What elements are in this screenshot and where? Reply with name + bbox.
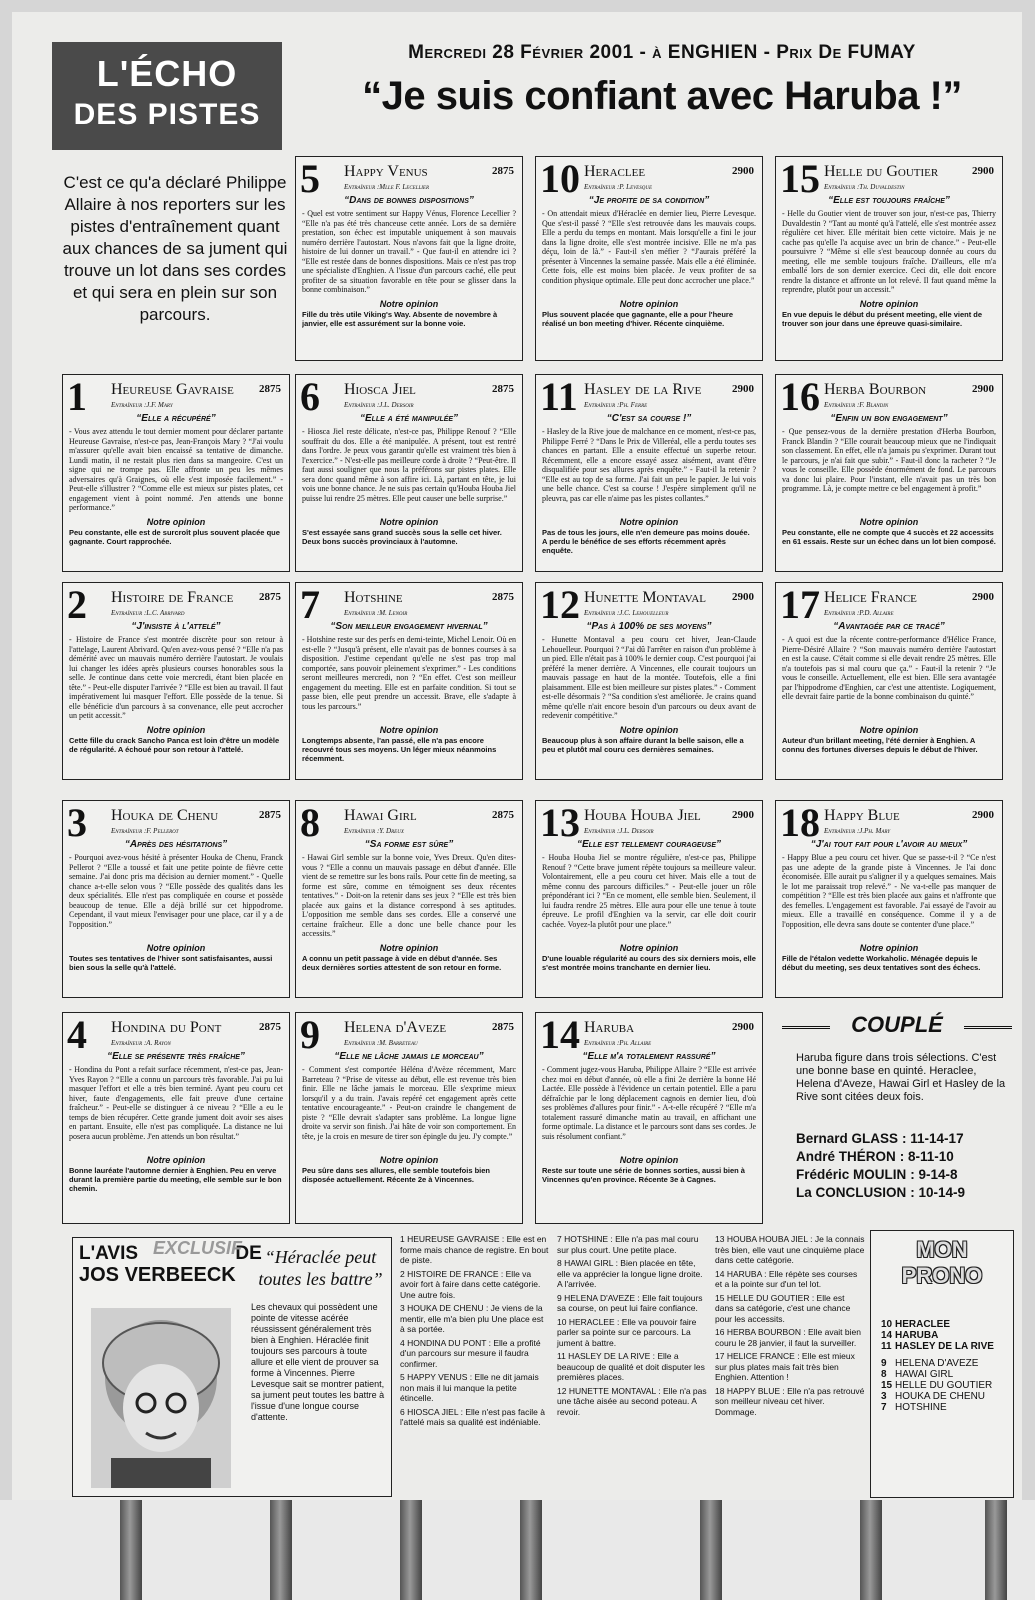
couple-row — [796, 1166, 1006, 1184]
horse-number: 10 — [540, 156, 580, 201]
opinion-label: Notre opinion — [146, 725, 206, 735]
opinion-label: Notre opinion — [146, 943, 206, 953]
couple-row-picks: : 10-14-9 — [910, 1185, 966, 1200]
horse-distance: 2875 — [492, 1021, 514, 1033]
prono-pick-name: HERACLEE — [895, 1319, 951, 1330]
avis-title-de: DE — [235, 1243, 262, 1264]
horse-number: 18 — [780, 800, 820, 845]
prono-pick-number: 9 — [881, 1358, 887, 1369]
horse-quote-headline: “Elle se présente très fraîche” — [107, 1051, 245, 1062]
recap-entry: 2 HISTOIRE DE FRANCE : Elle va avoir fort à faire dans cette catégorie. Une autre fois. — [400, 1268, 541, 1300]
prono-pick-number: 3 — [881, 1391, 887, 1402]
horse-number: 12 — [540, 582, 580, 627]
horse-name: Hawai Girl — [344, 807, 417, 824]
horse-interview: - Hunette Montaval a peu couru cet hiver, Jean-Claude Lehouelleur. Pourquoi ? “J'ai dû l'arrêter en raison d'un problème à un pied. Elle n'était pas à 100% le dernier coup. C'est pourquoi j'ai préféré la mener derrière. A Vincennes, elle courait toujours un mauvais passage en haut de la montée. Toutefois, elle a fini plaisamment. Elle est bien meilleure sur pistes plates.” - Comment est-elle désormais ? “Sa condition s'est améliorée. Je crains quand même qu'elle n'ait encore besoin d'un parcours ou deux avant de redevenir compétitive.” — [542, 635, 756, 720]
masthead — [52, 42, 282, 150]
masthead-line1: L'ÉCHO — [96, 53, 238, 94]
horse-quote-headline: “C'est sa course !” — [606, 413, 692, 424]
horse-card — [295, 582, 523, 780]
horse-card — [535, 374, 763, 572]
horse-trainer: Entraîneur :P. Levesque — [584, 183, 653, 191]
recap-entry: 12 HUNETTE MONTAVAL : Elle n'a pas une tâche aisée au second poteau. A revoir. — [557, 1385, 707, 1417]
horse-distance: 2875 — [259, 809, 281, 821]
prono-pick-number: 7 — [881, 1402, 887, 1413]
opinion-label: Notre opinion — [379, 943, 439, 953]
horse-interview: - Quel est votre sentiment sur Happy Vénus, Florence Lecellier ? “Elle n'a pas été très chanceuse cette année. Lors de sa dernière prestation, son échec est imputable uniquement à son mauvais numéro derrière l'autostart. Nous n'avons fait que la ligne droite, histoire de lui donner un travail.” - Que faut-il en attendre ici ? “Elle est restée dans de bonnes dispositions. Mais ce n'est pas trop une spécialiste d'Enghien. A l'issue d'un parcours caché, elle peut profiter de sa situation favorable en tête pour se glisser dans la bonne combinaison.” — [302, 209, 516, 294]
horse-trainer: Entraîneur :J.L. Dersoir — [344, 401, 414, 409]
horse-interview: - Hasley de la Rive joue de malchance en ce moment, n'est-ce pas, Philippe Ferré ? “Dans le Prix de Villeréal, elle a perdu toutes ses chances en partant. Elle a ensuite effectué un superbe retour. Récemment, elle a encore essayé assez aisément, avant d'être disqualifiée pour ses allures après enquête.” - Faut-il la retenir ? “Elle est au top de sa forme. J'ai fait un peu le papier. Je lui vois une belle chance. C'est sa course ! J'espère simplement qu'il ne pleuvra, pas car elle n'aime pas les pistes collantes.” — [542, 427, 756, 503]
prono-title-prono: PRONO — [901, 1263, 983, 1288]
horse-interview: - Comment jugez-vous Haruba, Philippe Allaire ? “Elle est arrivée chez moi en début d'année, où elle a fini 2e derrière la bonne Hé Lactée. Elle possède à l'évidence un certain potentiel. Elle a paru défraîchie par le long déplacement cagnois en dernier lieu, d'où ses problèmes d'allures pour finir.” - A-t-elle récupéré ? “Elle m'a totalement rassuré dimanche matin au travail, en affichant une forme optimale. La distance et le parcours sont dans ses cordes. Je suis résolument confiant.” — [542, 1065, 756, 1141]
horse-quote-headline: “Dans de bonnes dispositions” — [344, 195, 474, 206]
prono-pick — [881, 1402, 1011, 1413]
horse-trainer: Entraîneur :M. Lenoir — [344, 609, 408, 617]
horse-quote-headline: “Elle ne lâche jamais le morceau” — [334, 1051, 484, 1062]
horse-opinion: Pas de tous les jours, elle n'en demeure pas moins douée. A perdu le bénéfice de ses efforts récemment après enquête. — [542, 528, 750, 555]
opinion-label: Notre opinion — [859, 725, 919, 735]
couple-row — [796, 1148, 1006, 1166]
opinion-label: Notre opinion — [379, 299, 439, 309]
horse-number: 8 — [300, 800, 320, 845]
horse-opinion: Toutes ses tentatives de l'hiver sont satisfaisantes, aussi bien sous la selle qu'à l'attelé. — [69, 954, 273, 972]
couple-row-picks: : 9-14-8 — [910, 1167, 958, 1182]
horse-distance: 2900 — [732, 383, 754, 395]
post-shadow — [700, 1500, 722, 1600]
horse-quote-headline: “Sa forme est sûre” — [364, 839, 454, 850]
opinion-label: Notre opinion — [146, 1155, 206, 1165]
horse-name: Hiosca Jiel — [344, 381, 416, 398]
horse-quote-headline: “Elle est tellement courageuse” — [576, 839, 721, 850]
post-shadow — [520, 1500, 542, 1600]
horse-number: 4 — [67, 1012, 87, 1057]
horse-card — [535, 582, 763, 780]
couple-row-name: La CONCLUSION — [796, 1185, 907, 1200]
horse-quote-headline: “Je profite de sa condition” — [588, 195, 710, 206]
horse-quote-headline: “Pas à 100% de ses moyens” — [586, 621, 712, 632]
horse-name: Helena d'Aveze — [344, 1019, 447, 1036]
horse-opinion: Bonne lauréate l'automne dernier à Enghien. Peu en verve durant la première partie du meeting, elle semble sur le bon chemin. — [69, 1166, 282, 1193]
couple-box — [782, 1012, 1012, 1222]
horse-opinion: Auteur d'un brillant meeting, l'été dernier à Enghien. A connu des fortunes diverses depuis le début de l'hiver. — [782, 736, 978, 754]
horse-trainer: Entraîneur :P.D. Allaire — [824, 609, 894, 617]
avis-exclusif: EXCLUSIF — [153, 1238, 243, 1258]
horse-number: 3 — [67, 800, 87, 845]
avis-text: Les chevaux qui possèdent une pointe de vitesse acérée réussissent généralement très bien à Enghien. Héraclée finit toujours ses parcours à toute allure et elle vient de prouver sa forme à Vincennes. Pierre Levesque sait se montrer patient, sa jument peut toutes les battre à l'issue d'une longue course d'attente. — [251, 1302, 385, 1422]
horse-name: Happy Venus — [344, 163, 428, 180]
couple-row-name: André THÉRON — [796, 1149, 896, 1164]
horse-number: 1 — [67, 374, 87, 419]
horse-interview: - Hondina du Pont a refait surface récemment, n'est-ce pas, Jean-Yves Rayon ? “Elle a connu un parcours très favorable. J'ai pu lui masquer l'effort et elle a très bien terminé. Ayant peu couru cet hiver, faute d'engagements, elle fait preuve d'une certaine fraîcheur.” - Peut-elle se distinguer à ce niveau ? “Elle a eu le temps de bien récupérer. Cette grande jument doit avoir ses aises en partant. Ensuite, elle n'est pas compliquée. La distance ne lui posera aucun problème. J'en attends un bon résultat.” — [69, 1065, 283, 1141]
prono-pick — [881, 1330, 1011, 1341]
recap-entry: 10 HERACLEE : Elle va pouvoir faire parler sa pointe sur ce parcours. La jument à battre. — [557, 1316, 697, 1348]
recap-entry: 8 HAWAI GIRL : Bien placée en tête, elle va apprécier la longue ligne droite. A l'arrivée. — [557, 1258, 703, 1289]
horse-name: Houba Houba Jiel — [584, 807, 701, 824]
couple-row-name: Bernard GLASS — [796, 1131, 899, 1146]
horse-distance: 2875 — [492, 383, 514, 395]
prono-pick-name: HARUBA — [895, 1330, 939, 1341]
recap-entry: 3 HOUKA DE CHENU : Je viens de la mentir, elle m'a bien plu Une place est à sa portée. — [400, 1303, 544, 1334]
horse-opinion: Peu constante, elle est de surcroît plus souvent placée que gagnante. Court rapprochée. — [69, 528, 280, 546]
horse-name: Haruba — [584, 1019, 635, 1036]
post-shadow — [860, 1500, 882, 1600]
horse-trainer: Entraîneur :F. Blandin — [824, 401, 889, 409]
prono-pick — [881, 1358, 1011, 1369]
horse-name: Heureuse Gavraise — [111, 381, 234, 398]
prono-pick-name: HOUKA DE CHENU — [895, 1391, 986, 1402]
opinion-label: Notre opinion — [619, 725, 679, 735]
recap-entry: 15 HELLE DU GOUTIER : Elle est dans sa catégorie, c'est une chance pour les accessits. — [715, 1292, 851, 1324]
horse-opinion: Peu constante, elle ne compte que 4 succès et 22 accessits en 61 essais. Reste sur un échec dans un lot bien composé. — [782, 528, 996, 546]
post-shadow — [400, 1500, 422, 1600]
intro-text: C'est ce qu'a déclaré Philippe Allaire à nos reporters sur les pistes d'entraînement quant aux chances de sa jument qui trouve un lot dans ses cordes et qui sera en plein sur son parcours. — [62, 173, 288, 324]
recap-entry: 17 HELICE FRANCE : Elle est mieux sur plus plates mais fait très bien Enghien. Attention ! — [715, 1351, 855, 1382]
horse-name: Heraclee — [584, 163, 646, 180]
horse-card — [295, 1012, 523, 1224]
horse-interview: - Houba Houba Jiel se montre régulière, n'est-ce pas, Philippe Renouf ? “Cette brave jument répète toujours sa meilleure valeur. Volontairement, elle a peu couru cet hiver. Mais elle a tout de même connu des parcours difficiles.” - Peut-elle jouer un rôle prépondérant ici ? “En ce moment, elle semble bien. Seulement, il lui faudra rendre 25 mètres. Elle aura pour elle une tenue à toute épreuve. Le profil d'Enghien va la servir, car elle doit courir cachée. Voyez-la plutôt pour une place.” — [542, 853, 756, 929]
horse-opinion: Plus souvent placée que gagnante, elle a pour l'heure réalisé un bon meeting d'hiver. Récente cinquième. — [542, 310, 734, 328]
horse-card — [62, 800, 290, 998]
headline: “Je suis confiant avec Haruba !” — [362, 74, 962, 118]
prono-pick — [881, 1380, 1011, 1391]
horse-number: 2 — [67, 582, 87, 627]
horse-number: 9 — [300, 1012, 320, 1057]
horse-trainer: Entraîneur :M. Barreteau — [344, 1039, 418, 1047]
horse-card — [295, 800, 523, 998]
couple-title: COUPLÉ — [782, 1012, 1012, 1038]
dateline: Mercredi 28 Février 2001 - à ENGHIEN - Prix De FUMAY — [408, 42, 916, 63]
horse-trainer: Entraîneur :Ph. Allaire — [584, 1039, 652, 1047]
horse-trainer: Entraîneur :F. Pellerot — [111, 827, 179, 835]
horse-card — [535, 800, 763, 998]
couple-text: Haruba figure dans trois sélections. C'est une bonne base en quinté. Heraclee, Helena d'Aveze, Hawai Girl et Hasley de la Rive sont citées deux fois. — [796, 1052, 1006, 1103]
horse-number: 15 — [780, 156, 820, 201]
prono-pick-name: HELLE DU GOUTIER — [895, 1380, 993, 1391]
horse-distance: 2875 — [492, 809, 514, 821]
opinion-label: Notre opinion — [859, 517, 919, 527]
horse-card — [775, 156, 1003, 361]
horse-card — [62, 1012, 290, 1224]
couple-row-picks: : 8-11-10 — [899, 1149, 954, 1164]
couple-row — [796, 1184, 1006, 1202]
horse-name: Helle du Goutier — [824, 163, 939, 180]
horse-number: 14 — [540, 1012, 580, 1057]
horse-card — [295, 374, 523, 572]
recap-entry: 14 HARUBA : Elle répète ses courses et a la pointe sur d'un tel lot. — [715, 1268, 858, 1289]
horse-name: Happy Blue — [824, 807, 900, 824]
recap-entry: 5 HAPPY VENUS : Elle ne dit jamais non mais il lui manque la petite étincelle. — [400, 1372, 539, 1403]
prono-box — [870, 1230, 1014, 1498]
couple-rows — [796, 1130, 1006, 1202]
horse-interview: - Hotshine reste sur des perfs en demi-teinte, Michel Lenoir. Où en est-elle ? “Jusqu'à présent, elle n'avait pas de bonnes courses à sa disposition. J'estime cependant qu'elle ne s'est pas trop mal comportée, sans pouvoir pleinement s'exprimer.” - Les conditions seront meilleures mercredi, non ? “En effet. C'est son meilleur engagement du meeting. Elle est en parfaite condition. Si tout se passe bien, elle peut prendre un accessit. Brave, elle s'adapte à tous les parcours.” — [302, 635, 516, 711]
horse-name: Hunette Montaval — [584, 589, 706, 606]
horse-interview: - Que pensez-vous de la dernière prestation d'Herba Bourbon, Franck Blandin ? “Elle courait beaucoup mieux que ne l'indiquait son classement. En effet, elle n'a jamais pu s'exprimer. Durant tout le parcours, je n'ai fait que subir.” - Faut-il donc la racheter ? “Je vous le conseille. Elle possède énormément de fond. Le parcours va donc lui plaire. Pour l'instant, elle n'avait pas un très bon programme. Là, je compte mettre ce bel engagement à profit.” — [782, 427, 996, 493]
horse-opinion: Longtemps absente, l'an passé, elle n'a pas encore recouvré tous ses moyens. Un léger mieux néanmoins récemment. — [302, 736, 497, 763]
horse-name: Hasley de la Rive — [584, 381, 702, 398]
opinion-label: Notre opinion — [859, 943, 919, 953]
horse-number: 13 — [540, 800, 580, 845]
horse-name: Hondina du Pont — [111, 1019, 222, 1036]
horse-interview: - Happy Blue a peu couru cet hiver. Que se passe-t-il ? “Ce n'est pas une adepte de la grande piste à Vincennes. Je l'ai donc économisée. Elle aurait pu s'aligner il y a quelques semaines. Mais le lot me paraissait trop relevé.” - Ne va-t-elle pas manquer de compétition ? “Elle est très bien placée aux gains et n'affronte que des femelles. L'engagement est favorable. J'ai essayé de l'avoir au mieux. Elle a travaillé en conséquence. Comme il y a de l'opposition, elle devra sans doute se contenter d'une place.” — [782, 853, 996, 929]
post-shadow — [270, 1500, 292, 1600]
horse-opinion: Cette fille du crack Sancho Panca est loin d'être un modèle de régularité. A échoué pour son retour à l'attelé. — [69, 736, 280, 754]
recap-entry: 7 HOTSHINE : Elle n'a pas mal couru sur plus court. Une petite place. — [557, 1234, 699, 1255]
prono-pick-number: 11 — [881, 1341, 892, 1352]
horse-card — [775, 374, 1003, 572]
bottom-background — [0, 1500, 1035, 1600]
horse-opinion: Fille du très utile Viking's Way. Absente de novembre à janvier, elle est assurément sur la bonne voie. — [302, 310, 498, 328]
horse-card — [62, 374, 290, 572]
horse-opinion: Beaucoup plus à son affaire durant la belle saison, elle a peu et plutôt mal couru ces dernières semaines. — [542, 736, 744, 754]
opinion-label: Notre opinion — [379, 517, 439, 527]
prono-pick-number: 14 — [881, 1330, 893, 1341]
post-shadow — [120, 1500, 142, 1600]
horse-opinion: A connu un petit passage à vide en début d'année. Ses deux dernières sorties attestent de son retour en forme. — [302, 954, 502, 972]
horse-distance: 2875 — [492, 591, 514, 603]
post-shadow — [985, 1500, 1007, 1600]
prono-pick-number: 10 — [881, 1319, 893, 1330]
horse-card — [535, 1012, 763, 1224]
author-photo — [91, 1308, 231, 1488]
opinion-label: Notre opinion — [619, 517, 679, 527]
horse-interview: - Hiosca Jiel reste délicate, n'est-ce pas, Philippe Renouf ? “Elle souffrait du dos. Elle a été manipulée. A présent, tout est rentré dans l'ordre. Je peux vous garantir qu'elle est vraiment très bien à l'exercice.” - N'est-elle pas meilleure corde à droite ? “Peut-être. Il faut aussi souligner que nous la préférons sur pistes plates. Elle sera donc quand même à son affire ici. Là, partant en tête, je lui vois une bonne chance. Je ne suis pas certain qu'Houba Houba Jiel puisse lui rendre 25 mètres. Elle peut causer une belle surprise.” — [302, 427, 516, 503]
avis-title-lavis: L'AVIS — [79, 1243, 139, 1264]
recap-entry: 4 HONDINA DU PONT : Elle a profité d'un parcours sur mesure il faudra confirmer. — [400, 1337, 541, 1369]
horse-distance: 2900 — [732, 809, 754, 821]
horse-quote-headline: “Elle est toujours fraîche” — [828, 195, 950, 206]
prono-title — [871, 1237, 1013, 1289]
prono-pick — [881, 1341, 1011, 1352]
recap-entry: 6 HIOSCA JIEL : Elle n'est pas facile à l'attelé mais sa qualité est indéniable. — [400, 1406, 545, 1427]
prono-pick-name: HAWAI GIRL — [895, 1369, 954, 1380]
horse-distance: 2900 — [732, 591, 754, 603]
horse-card — [295, 156, 523, 361]
horse-quote-headline: “Elle a été manipulée” — [359, 413, 459, 424]
horse-quote-headline: “J'insiste à l'attelé” — [131, 621, 221, 632]
recap-entry: 16 HERBA BOURBON : Elle avait bien couru le 28 janvier, il faut la surveiller. — [715, 1327, 861, 1348]
horse-distance: 2900 — [972, 165, 994, 177]
opinion-label: Notre opinion — [619, 943, 679, 953]
horse-number: 16 — [780, 374, 820, 419]
prono-pick-number: 8 — [881, 1369, 887, 1380]
horse-trainer: Entraîneur :Mlle F. Lecellier — [344, 183, 430, 191]
opinion-label: Notre opinion — [859, 299, 919, 309]
horse-number: 11 — [540, 374, 578, 419]
horse-trainer: Entraîneur :Y. Dreux — [344, 827, 404, 835]
horse-distance: 2875 — [492, 165, 514, 177]
masthead-line2: DES PISTES — [73, 98, 261, 131]
horse-trainer: Entraîneur :L.C. Abrivard — [111, 609, 185, 617]
horse-trainer: Entraîneur :A. Rayon — [111, 1039, 171, 1047]
horse-trainer: Entraîneur :J.Ph. Mary — [824, 827, 891, 835]
horse-opinion: En vue depuis le début du présent meeting, elle vient de trouver son jour dans une épreuve quasi-similaire. — [782, 310, 983, 328]
horse-card — [775, 800, 1003, 998]
horse-number: 6 — [300, 374, 320, 419]
opinion-label: Notre opinion — [379, 725, 439, 735]
horse-interview: - On attendait mieux d'Héraclée en dernier lieu, Pierre Levesque. Que s'est-il passé ? “Elle s'est retrouvée dans les mauvais coups. Elle a perdu du temps en montant. Mais lorsqu'elle a fini le jour dans la ligne droite, elle s'est montrée incisive. Elle ne m'a pas déçu, loin de là.” - Faut-il s'en méfier ? “J'aurais préféré la présenter à Vincennes la semaine passée. Mais elle a été éliminée. Cette fois, elle est moins bien placée. Je veux profiter de sa condition physique optimale. Elle peut donc accrocher une place.” — [542, 209, 756, 285]
horse-trainer: Entraîneur :J.C. Lehouelleur — [584, 609, 669, 617]
horse-name: Helice France — [824, 589, 917, 606]
prono-pick — [881, 1369, 1011, 1380]
horse-trainer: Entraîneur :Ph. Ferre — [584, 401, 648, 409]
prono-pick-name: HELENA D'AVEZE — [895, 1358, 979, 1369]
horse-opinion: Fille de l'étalon vedette Workaholic. Ménagée depuis le début du meeting, ses deux tentatives sont des échecs. — [782, 954, 981, 972]
horse-opinion: S'est essayée sans grand succès sous la selle cet hiver. Deux bons succès provinciaux à l'automne. — [302, 528, 502, 546]
horse-distance: 2875 — [259, 383, 281, 395]
horse-distance: 2900 — [972, 591, 994, 603]
horse-quote-headline: “Avantagée par ce tracé” — [833, 621, 945, 632]
horse-opinion: Reste sur toute une série de bonnes sorties, aussi bien à Vincennes qu'en province. Récente 3e à Cagnes. — [542, 1166, 745, 1184]
horse-quote-headline: “Son meilleur engagement hivernal” — [330, 621, 488, 632]
horse-interview: - Comment s'est comportée Héléna d'Avèze récemment, Marc Barreteau ? “Prise de vitesse au début, elle est revenue très bien finir. Elle ne lâche jamais le morceau. Elle s'exprime mieux lorsqu'il y a du train. J'avais repéré cet engagement après cette tentative encourageante.” - Peut-on craindre le changement de piste ? “Elle devrait s'adapter sans problème. La longue ligne droite va servir son finish. J'ai hâte de voir son comportement. En tête, je la crois en mesure de tirer son épingle du jeu. J'y compte.” — [302, 1065, 516, 1141]
horse-distance: 2875 — [259, 1021, 281, 1033]
horse-interview: - Helle du Goutier vient de trouver son jour, n'est-ce pas, Thierry Duvaldestin ? “Tant au monté qu'à l'attelé, elle s'est montrée assez régulière cet hiver. Elle méritait bien cette victoire. Mais je ne cache pas qu'elle l'a acquise avec un brin de chance.” - Peut-elle poursuivre ? “Même si elle s'est beaucoup donnée au cours du meeting, elle me semble toujours fraîche. D'ailleurs, elle m'a emballé lors de son dernier exercice. Ceci dit, elle doit encore rendre la distance et affronte un lot relevé. Il faut quand même la reprendre, plutôt pour un accessit.” — [782, 209, 996, 294]
horse-distance: 2900 — [732, 165, 754, 177]
horse-name: Hotshine — [344, 589, 403, 606]
horse-name: Houka de Chenu — [111, 807, 219, 824]
newspaper-page — [12, 12, 1022, 1500]
horse-card — [775, 582, 1003, 780]
couple-row-name: Frédéric MOULIN — [796, 1167, 907, 1182]
recap-column — [557, 1234, 707, 1420]
recap-column — [715, 1234, 865, 1420]
opinion-label: Notre opinion — [146, 517, 206, 527]
avis-quote: “Héraclée peut toutes les battre” — [258, 1247, 383, 1289]
horse-distance: 2875 — [259, 591, 281, 603]
horse-opinion: Peu sûre dans ses allures, elle semble toutefois bien disposée actuellement. Récente 2e à Vincennes. — [302, 1166, 490, 1184]
horse-quote-headline: “Elle a récupéré” — [136, 413, 216, 424]
recap-entry: 11 HASLEY DE LA RIVE : Elle a beaucoup de qualité et doit disputer les premières places. — [557, 1351, 705, 1382]
prono-pick-number: 15 — [881, 1380, 893, 1391]
horse-name: Histoire de France — [111, 589, 234, 606]
horse-name: Herba Bourbon — [824, 381, 927, 398]
horse-interview: - Pourquoi avez-vous hésité à présenter Houka de Chenu, Franck Pellerot ? “Elle a toussé et fait une petite pointe de fièvre cette semaine. J'ai donc pris ma décision au dernier moment.” - Quelle chance a-t-elle selon vous ? “Elle possède des qualités dans les deux spécialités. Elle n'est pas compliquée en course et possède beaucoup de tenue. Elle a déjà brillé sur cet hippodrome. Cependant, il vaut mieux l'envisager pour une place, car il y a de l'opposition.” — [69, 853, 283, 929]
horse-interview: - A quoi est due la récente contre-performance d'Hélice France, Pierre-Désiré Allaire ? “Son mauvais numéro derrière l'autostart en est la cause. C'était comme si elle devait rendre 25 mètres. Elle n'a toutefois pas si mal couru que ça.” - Faut-il la retenir ? “Je vous le conseille. Actuellement, elle est bien. Elle sera avantagée par l'hippodrome d'Enghien, car c'est une attentiste. Logiquement, elle devrait faire partie de la bonne combinaison du quinté.” — [782, 635, 996, 701]
prono-title-mon: MON — [916, 1237, 968, 1262]
avis-box — [72, 1237, 392, 1497]
horse-trainer: Entraîneur :J.F. Mary — [111, 401, 173, 409]
horse-distance: 2900 — [972, 809, 994, 821]
opinion-label: Notre opinion — [619, 299, 679, 309]
prono-pick — [881, 1319, 1011, 1330]
horse-interview: - Vous avez attendu le tout dernier moment pour déclarer partante Heureuse Gavraise, n'est-ce pas, Jean-François Mary ? “J'ai voulu m'assurer qu'elle avait bien encaissé sa tentative de dimanche. Lundi matin, il ne restait plus rien dans sa mangeoire. C'est un signe qui ne trompe pas. Elle affronte un peu les mêmes adversaires qu'à Graignes, où elle s'est imposée facilement.” - Peut-elle s'illustrer ? “Comme elle est mieux sur pistes plates, cet engagement vient à point nommé. J'en attends une bonne performance.” — [69, 427, 283, 512]
recap-entry: 18 HAPPY BLUE : Elle n'a pas retrouvé son meilleur niveau cet hiver. Dommage. — [715, 1385, 865, 1417]
horse-quote-headline: “Elle m'a totalement rassuré” — [582, 1051, 716, 1062]
recap-entry: 1 HEUREUSE GAVRAISE : Elle est en forme mais chance de registre. En bout de piste. — [400, 1234, 549, 1265]
horse-distance: 2900 — [972, 383, 994, 395]
prono-pick-name: HOTSHINE — [895, 1402, 947, 1413]
horse-interview: - Hawai Girl semble sur la bonne voie, Yves Dreux. Qu'en dites-vous ? “Elle a connu un mauvais passage en début d'année. Elle vient de se remettre sur les bons rails. Pour cette fin de meeting, sa forme est sûre, comme en témoignent ses deux récentes tentatives.” - Doit-on la retenir dans ses jeux ? “Elle est très bien placée aux gains et la distance correspond à ses aptitudes. L'opposition me semble dans ses cordes. Elle a conservé une certaine fraîcheur. Elle a donc une belle chance pour les accessits.” — [302, 853, 516, 938]
horse-quote-headline: “Après des hésitations” — [124, 839, 228, 850]
recap-column — [400, 1234, 550, 1431]
horse-card — [535, 156, 763, 361]
horse-number: 5 — [300, 156, 320, 201]
prono-pick — [881, 1391, 1011, 1402]
horse-trainer: Entraîneur :J.L. Dersoir — [584, 827, 654, 835]
prono-picks — [881, 1319, 1011, 1413]
prono-pick-name: HASLEY DE LA RIVE — [895, 1341, 994, 1352]
recap-entry: 13 HOUBA HOUBA JIEL : Je la connais très bien, elle vaut une cinquième place dans cette catégorie. — [715, 1234, 865, 1265]
horse-card — [62, 582, 290, 780]
opinion-label: Notre opinion — [619, 1155, 679, 1165]
couple-row-picks: : 11-14-17 — [902, 1131, 964, 1146]
horse-quote-headline: “Enfin un bon engagement” — [830, 413, 948, 424]
horse-distance: 2900 — [732, 1021, 754, 1033]
couple-row — [796, 1130, 1006, 1148]
recap-entry: 9 HELENA D'AVEZE : Elle fait toujours sa course, on peut lui faire confiance. — [557, 1292, 703, 1313]
horse-trainer: Entraîneur :Th. Duvaldestin — [824, 183, 905, 191]
horse-interview: - Histoire de France s'est montrée discrète pour son retour à l'attelage, Laurent Abrivard. Qu'en avez-vous pensé ? “Elle n'a pas démérité avec un mauvais numéro derrière l'autostart. Je voulais lui changer les idées après plusieurs courses honorables sous la selle. Je continue dans cette voie mercredi, étant bien placée en tête.” - Peut-elle disputer l'arrivée ? “Elle est bien au travail. Il faut impérativement lui masquer l'effort. Elle possède de la tenue. Si elle bénéficie d'un parcours à sa convenance, elle peut accrocher un petit accessit.” — [69, 635, 283, 720]
horse-quote-headline: “J'ai tout fait pour l'avoir au mieux” — [810, 839, 968, 850]
horse-opinion: D'une louable régularité au cours des six derniers mois, elle s'est montrée moins tranchante en dernier lieu. — [542, 954, 756, 972]
horse-number: 17 — [780, 582, 820, 627]
opinion-label: Notre opinion — [379, 1155, 439, 1165]
horse-number: 7 — [300, 582, 320, 627]
avis-author: JOS VERBEECK — [79, 1264, 236, 1286]
